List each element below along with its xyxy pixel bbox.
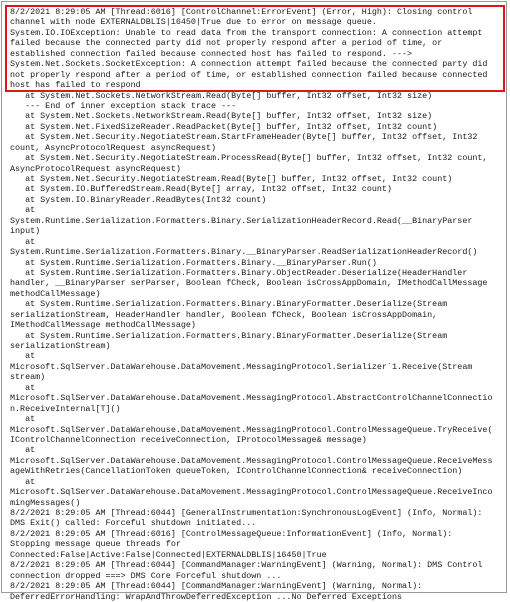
log-line: at System.Runtime.Serialization.Formatters.Binary.BinaryFormatter.Deserialize(Stream — [10, 299, 448, 310]
log-line: System.Net.Sockets.SocketException: A connection attempt failed because the connected party did — [10, 59, 488, 70]
log-line: Microsoft.SqlServer.DataWarehouse.DataMovement.MessagingProtocol.ControlMessageQueue.ReceiveInco — [10, 487, 493, 498]
log-line: established connection failed because connected host has failed to respond. ---> — [10, 48, 413, 59]
log-line: count, AsyncProtocolRequest asyncRequest) — [10, 142, 217, 153]
log-line: Stopping message queue threads for — [10, 539, 181, 550]
log-line: connection dropped ===> DMS Core Forceful shutdown ... — [10, 570, 282, 581]
log-line: at System.IO.BufferedStream.Read(Byte[] array, Int32 offset, Int32 count) — [10, 184, 392, 195]
log-line: System.Runtime.Serialization.Formatters.Binary.__BinaryParser.ReadSerializationHeaderRecord() — [10, 247, 478, 258]
log-line: Microsoft.SqlServer.DataWarehouse.DataMovement.MessagingProtocol.Serializer`1.Receive(Stream — [10, 361, 473, 372]
log-line: Connected:False|Active:False|Connected|EXTERNALDBLIS|16450|True — [10, 549, 327, 560]
log-line: at System.Net.Security.NegotiateStream.StartFrameHeader(Byte[] buffer, Int32 offset, Int32 — [10, 132, 478, 143]
log-line: Microsoft.SqlServer.DataWarehouse.DataMovement.MessagingProtocol.ControlMessageQueue.ReceiveMess — [10, 455, 493, 466]
log-line: at — [10, 205, 36, 216]
log-line: serializationStream, HeaderHandler handler, Boolean fCheck, Boolean isCrossAppDomain, — [10, 309, 438, 320]
log-line: System.Runtime.Serialization.Formatters.Binary.SerializationHeaderRecord.Read(__BinaryParser — [10, 215, 473, 226]
log-line: at System.Runtime.Serialization.Formatters.Binary.__BinaryParser.Run() — [10, 257, 377, 268]
log-line: n.ReceiveInternal[T]() — [10, 403, 121, 414]
log-line: at — [10, 414, 36, 425]
log-line: AsyncProtocolRequest asyncRequest) — [10, 163, 181, 174]
log-line: at — [10, 236, 36, 247]
log-line: IControlChannelConnection receiveConnection, IProtocolMessage& message) — [10, 434, 367, 445]
log-line: at System.Net.FixedSizeReader.ReadPacket(Byte[] buffer, Int32 offset, Int32 count) — [10, 121, 438, 132]
log-line: handler, __BinaryParser serParser, Boolean fCheck, Boolean isCrossAppDomain, IMethodCallMessage — [10, 278, 488, 289]
log-line: host has failed to respond — [10, 80, 141, 91]
log-panel — [1, 1, 507, 602]
log-line: Microsoft.SqlServer.DataWarehouse.DataMovement.MessagingProtocol.ControlMessageQueue.TryReceive( — [10, 424, 493, 435]
log-line: System.IO.IOException: Unable to read data from the transport connection: A connection attempt — [10, 27, 483, 38]
log-line: at System.Net.Security.NegotiateStream.Read(Byte[] buffer, Int32 offset, Int32 count) — [10, 174, 453, 184]
log-line: --- End of inner exception stack trace --- — [10, 100, 237, 111]
log-line: methodCallMessage) — [10, 288, 101, 299]
log-line: IMethodCallMessage methodCallMessage) — [10, 320, 196, 331]
log-line: input) — [10, 226, 41, 237]
log-line: failed because the connected party did not properly respond after a period of time, or — [10, 38, 443, 49]
log-line: serializationStream) — [10, 341, 111, 351]
log-line: at System.Runtime.Serialization.Formatters.Binary.BinaryFormatter.Deserialize(Stream — [10, 330, 448, 341]
log-line: at System.IO.BinaryReader.ReadBytes(Int32 count) — [10, 194, 267, 205]
log-line: at — [10, 351, 36, 362]
log-line: at System.Net.Security.NegotiateStream.ProcessRead(Byte[] buffer, Int32 offset, Int32 count, — [10, 153, 488, 164]
log-line: at — [10, 382, 36, 393]
log-line: 8/2/2021 8:29:05 AM [Thread:6044] [GeneralInstrumentation:SynchronousLogEvent] (Info, Normal): — [10, 508, 483, 518]
log-line: at System.Net.Sockets.NetworkStream.Read(Byte[] buffer, Int32 offset, Int32 size) — [10, 90, 433, 101]
log-line: not properly respond after a period of time, or established connection failed because connected — [10, 69, 488, 80]
log-line: at System.Runtime.Serialization.Formatters.Binary.ObjectReader.Deserialize(HeaderHandler — [10, 267, 468, 278]
log-line: 8/2/2021 8:29:05 AM [Thread:6044] [CommandManager:WarningEvent] (Warning, Normal): DMS Control — [10, 560, 483, 571]
log-text — [10, 7, 504, 602]
log-line: 8/2/2021 8:29:05 AM [Thread:6016] [ControlChannel:ErrorEvent] (Error, High): Closing control — [10, 7, 473, 17]
log-line: stream) — [10, 372, 46, 383]
log-line: at — [10, 476, 36, 487]
log-line: 8/2/2021 8:29:05 AM [Thread:6044] [CommandManager:WarningEvent] (Warning, Normal): — [10, 581, 423, 592]
log-line: DMS Exit() called: Forceful shutdown initiated... — [10, 518, 257, 529]
log-line: DeferredErrorHandling: WrapAndThrowDeferredException ...No Deferred Exceptions — [10, 591, 403, 602]
log-line: 8/2/2021 8:29:05 AM [Thread:6016] [ControlMessageQueue:InformationEvent] (Info, Normal): — [10, 528, 453, 539]
log-line: at — [10, 445, 36, 456]
log-line: mingMessages() — [10, 497, 81, 508]
log-line: ageWithRetries(CancellationToken queueToken, IControlChannelConnection& receiveConnection) — [10, 466, 463, 477]
log-line: Microsoft.SqlServer.DataWarehouse.DataMovement.MessagingProtocol.AbstractControlChannelConnectio — [10, 393, 493, 404]
log-line: at System.Net.Sockets.NetworkStream.Read(Byte[] buffer, Int32 offset, Int32 size) — [10, 111, 433, 122]
log-line: channel with node EXTERNALDBLIS|16450|True due to error on message queue. — [10, 17, 377, 28]
